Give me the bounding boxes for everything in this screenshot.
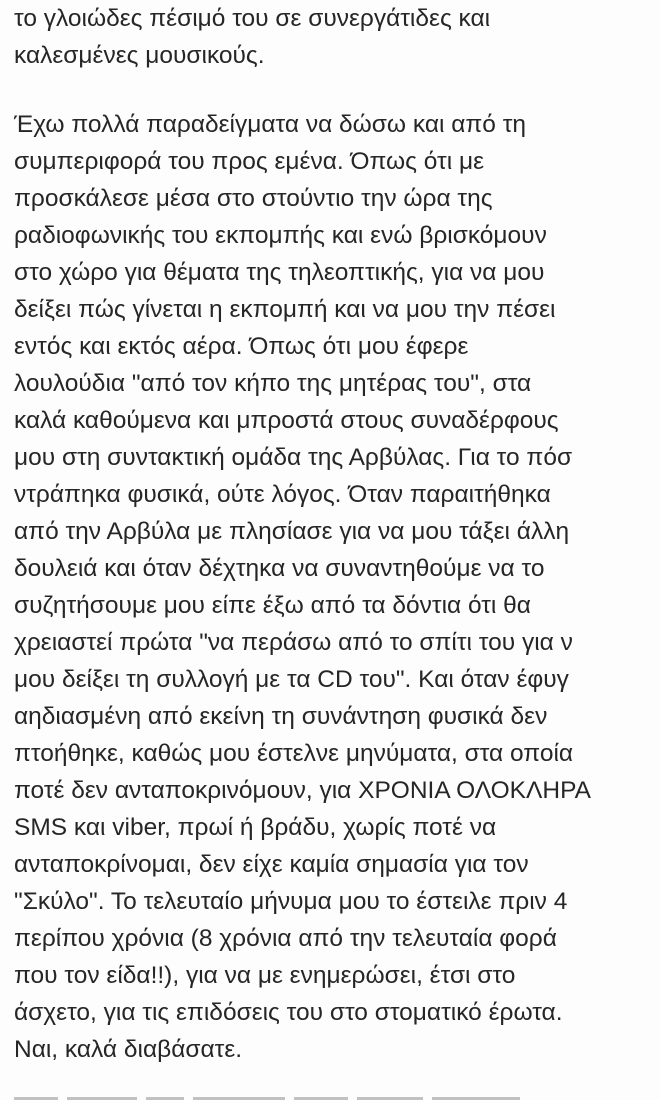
text-line: δουλειά και όταν δέχτηκα να συναντηθούμε να το [14, 555, 545, 582]
text-line: ανταποκρίνομαι, δεν είχε καμία σημασία για τον [14, 851, 529, 878]
clipped-next-line [14, 1086, 574, 1100]
text-line: μου στη συντακτική ομάδα της Αρβύλας. Για το πόσ [14, 444, 573, 471]
text-line: στο χώρο για θέματα της τηλεοπτικής, για να μου [14, 259, 545, 286]
text-line: άσχετο, για τις επιδόσεις του στο στοματικό έρωτα. [14, 999, 563, 1026]
text-line: καλεσμένες μουσικούς. [14, 42, 265, 69]
text-line: ντράπηκα φυσικά, ούτε λόγος. Όταν παραιτήθηκα [14, 481, 551, 508]
text-line: προσκάλεσε μέσα στο στούντιο την ώρα της [14, 185, 493, 212]
text-line: "Σκύλο". Το τελευταίο μήνυμα μου το έστειλε πριν 4 [14, 888, 568, 915]
text-line: SMS και viber, πρωί ή βράδυ, χωρίς ποτέ να [14, 814, 497, 841]
text-line: χρειαστεί πρώτα "να περάσω από το σπίτι του για ν [14, 629, 573, 656]
text-line: δείξει πώς γίνεται η εκπομπή και να μου την πέσει [14, 296, 556, 323]
text-line: Ναι, καλά διαβάσατε. [14, 1036, 243, 1063]
text-line: συζητήσουμε μου είπε έξω από τα δόντια ότι θα [14, 592, 531, 619]
text-line: λουλούδια "από τον κήπο της μητέρας του", στα [14, 370, 532, 397]
text-line: πτοήθηκε, καθώς μου έστελνε μηνύματα, στα οποία [14, 740, 574, 767]
text-line: συμπεριφορά του προς εμένα. Όπως ότι με [14, 148, 485, 175]
text-line: περίπου χρόνια (8 χρόνια από την τελευταία φορά [14, 925, 557, 952]
text-line: ποτέ δεν ανταποκρινόμουν, για ΧΡΟΝΙΑ ΟΛΟΚΛΗΡΑ [14, 777, 591, 804]
text-line: μου δείξει τη συλλογή με τα CD του". Και όταν έφυγ [14, 666, 569, 693]
text-line: από την Αρβύλα με πλησίασε για να μου τάξει άλλη [14, 518, 570, 545]
text-line: ραδιοφωνικής του εκπομπής και ενώ βρισκόμουν [14, 222, 547, 249]
text-line: Έχω πολλά παραδείγματα να δώσω και από τη [14, 111, 527, 138]
text-line: αηδιασμένη από εκείνη τη συνάντηση φυσικά δεν [14, 703, 548, 730]
text-line: εντός και εκτός αέρα. Όπως ότι μου έφερε [14, 333, 469, 360]
paragraph-1 [14, 0, 660, 74]
text-line: το γλοιώδες πέσιμό του σε συνεργάτιδες και [14, 5, 491, 32]
text-line: καλά καθούμενα και μπροστά στους συναδέρφους [14, 407, 559, 434]
text-line: που τον είδα!!), για να με ενημερώσει, έτσι στο [14, 962, 516, 989]
paragraph-2 [14, 106, 660, 1068]
